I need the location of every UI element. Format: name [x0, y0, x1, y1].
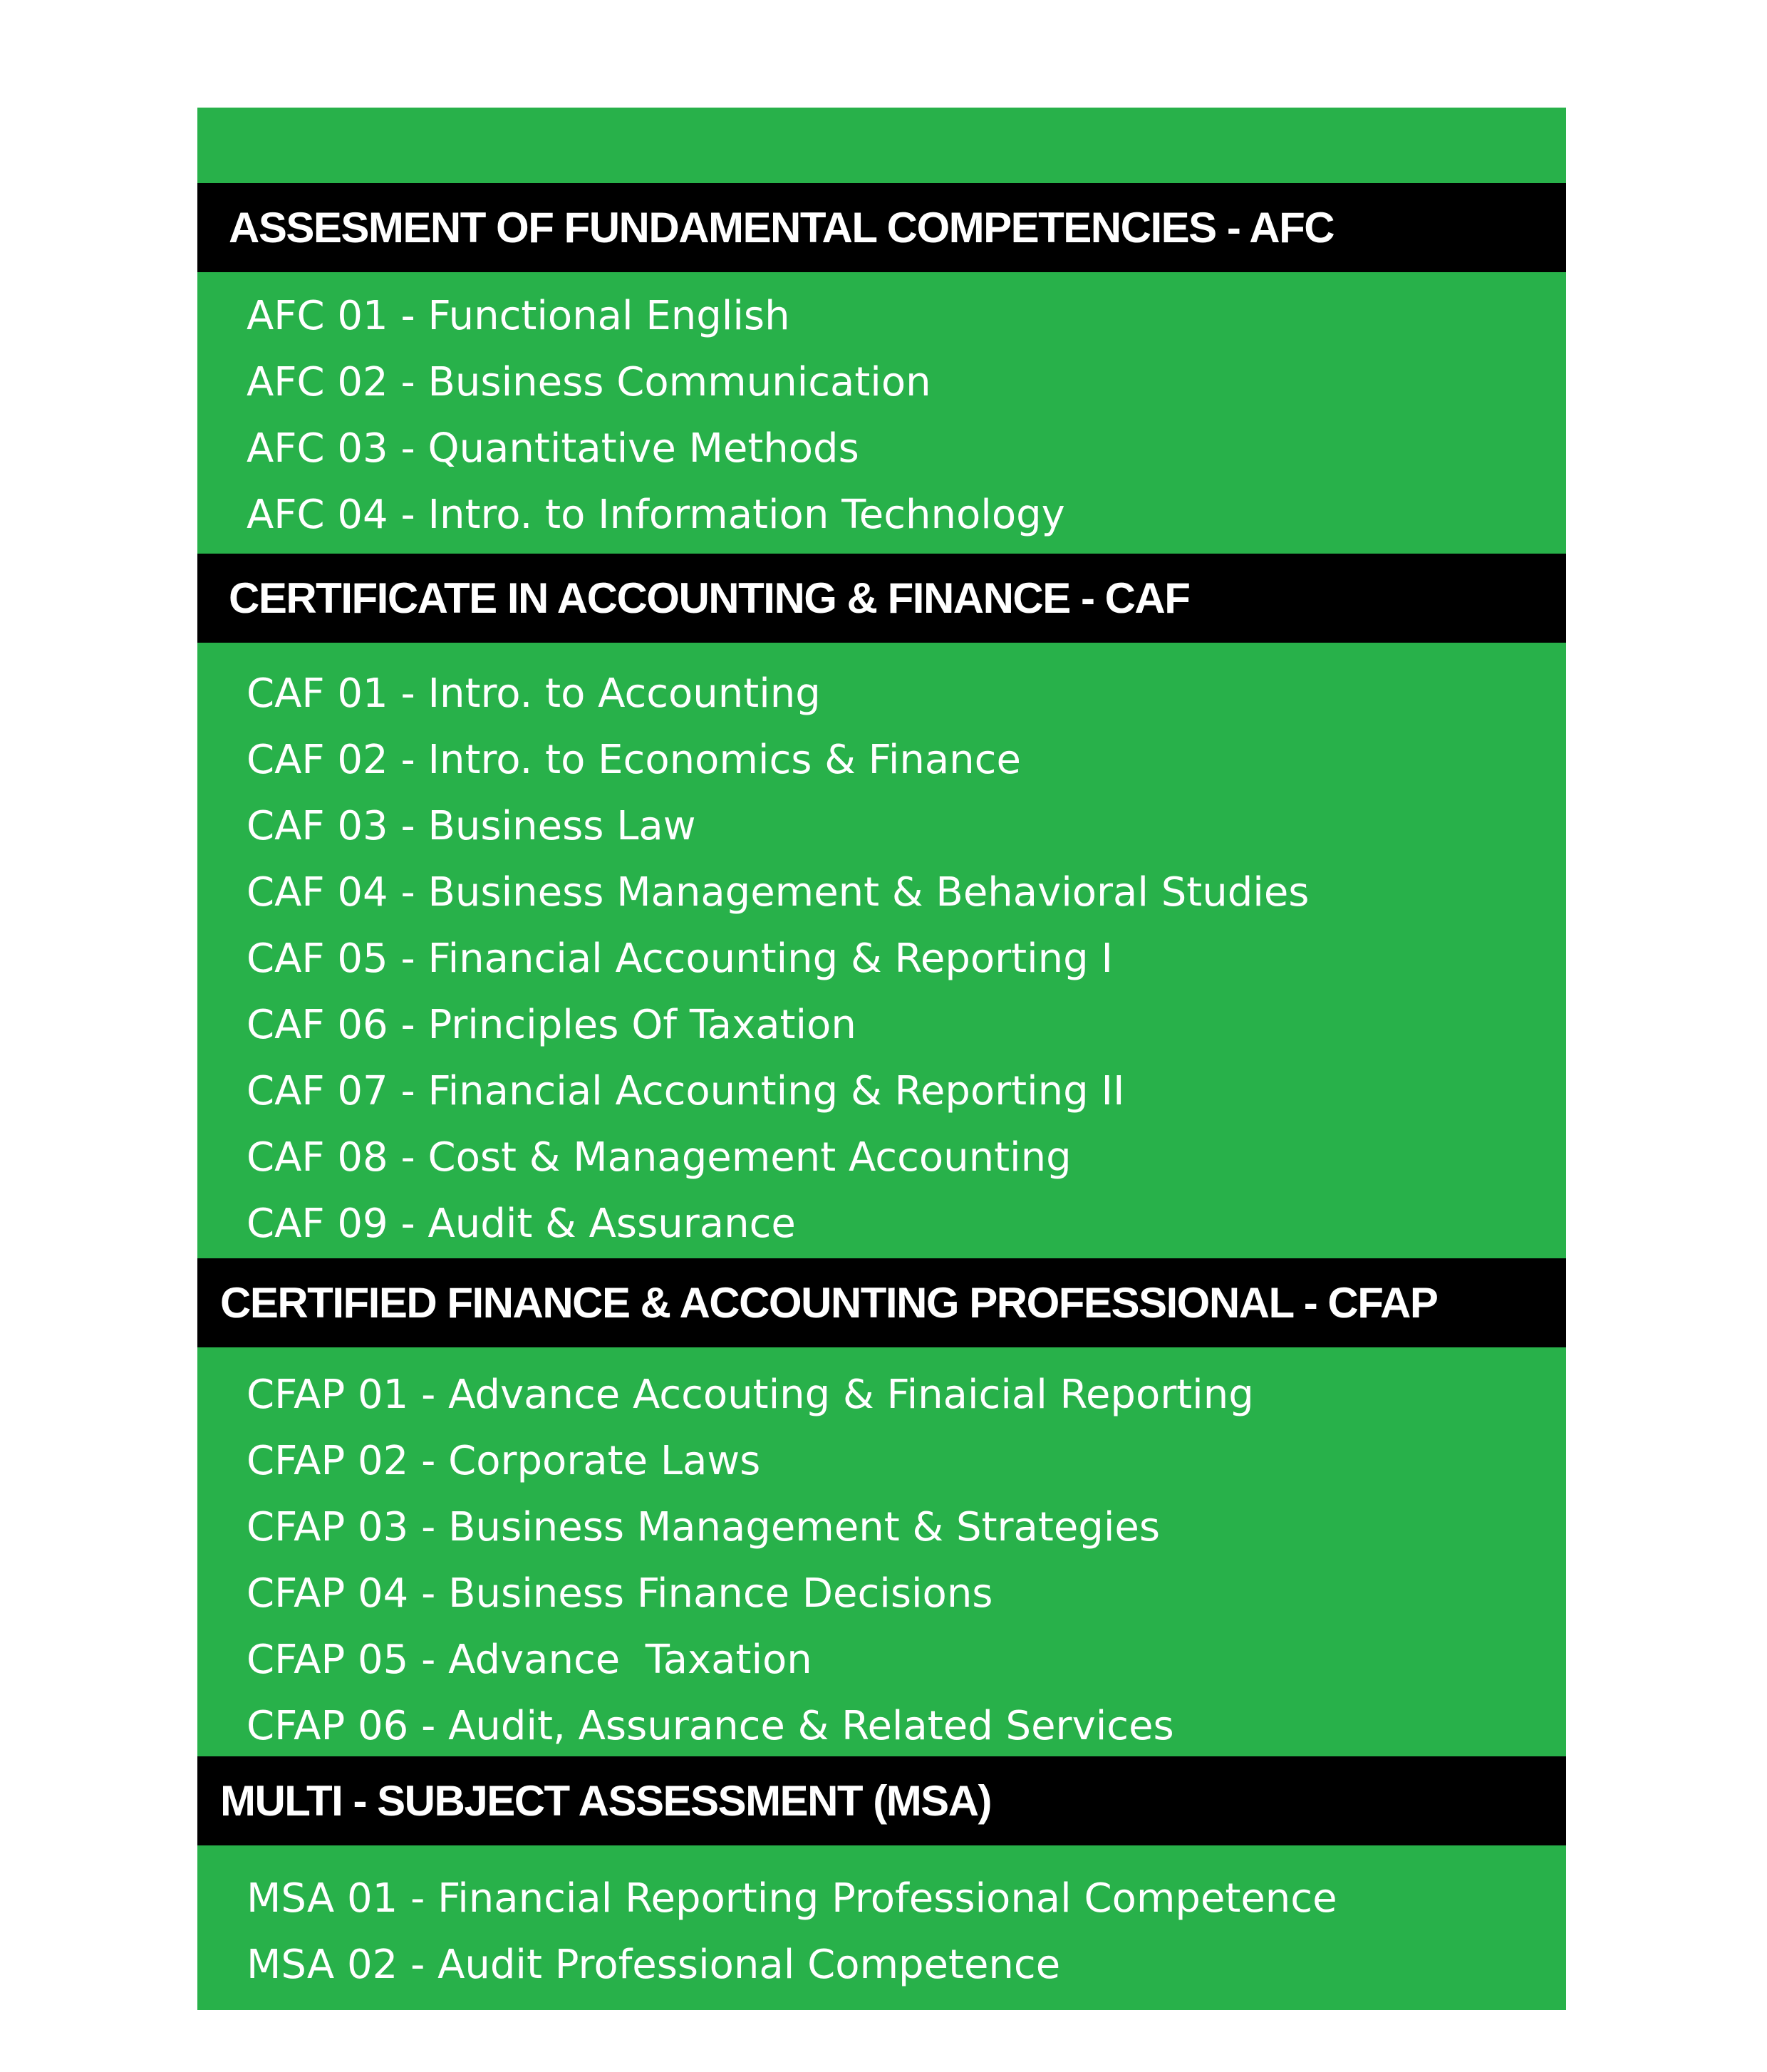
section-header-caf: CERTIFICATE IN ACCOUNTING & FINANCE - CAF — [197, 554, 1566, 643]
list-item: AFC 03 - Quantitative Methods — [247, 425, 859, 472]
list-item: CFAP 01 - Advance Accouting & Finaicial Reporting — [247, 1372, 1254, 1418]
list-item: CFAP 04 - Business Finance Decisions — [247, 1570, 993, 1617]
list-item: MSA 01 - Financial Reporting Professional Competence — [247, 1875, 1337, 1922]
section-header-cfap: CERTIFIED FINANCE & ACCOUNTING PROFESSIONAL - CFAP — [197, 1258, 1566, 1347]
list-item: CAF 01 - Intro. to Accounting — [247, 670, 821, 717]
list-item: CAF 02 - Intro. to Economics & Finance — [247, 737, 1021, 783]
list-item: CAF 07 - Financial Accounting & Reporting II — [247, 1068, 1125, 1114]
list-item: CFAP 02 - Corporate Laws — [247, 1438, 761, 1484]
list-item: CFAP 05 - Advance Taxation — [247, 1637, 812, 1683]
list-item: CAF 06 - Principles Of Taxation — [247, 1002, 856, 1048]
course-panel — [197, 108, 1566, 2010]
section-header-msa: MULTI - SUBJECT ASSESSMENT (MSA) — [197, 1756, 1566, 1845]
list-item: CAF 04 - Business Management & Behavioral Studies — [247, 869, 1310, 916]
list-item: MSA 02 - Audit Professional Competence — [247, 1942, 1061, 1988]
section-header-afc: ASSESMENT OF FUNDAMENTAL COMPETENCIES - AFC — [197, 183, 1566, 272]
list-item: AFC 01 - Functional English — [247, 293, 790, 339]
list-item: CFAP 06 - Audit, Assurance & Related Services — [247, 1703, 1174, 1749]
list-item: CAF 05 - Financial Accounting & Reporting I — [247, 936, 1114, 982]
list-item: AFC 02 - Business Communication — [247, 359, 931, 405]
list-item: CFAP 03 - Business Management & Strategies — [247, 1504, 1161, 1550]
list-item: CAF 03 - Business Law — [247, 803, 696, 849]
list-item: CAF 08 - Cost & Management Accounting — [247, 1134, 1072, 1181]
list-item: AFC 04 - Intro. to Information Technology — [247, 492, 1065, 538]
list-item: CAF 09 - Audit & Assurance — [247, 1201, 796, 1247]
